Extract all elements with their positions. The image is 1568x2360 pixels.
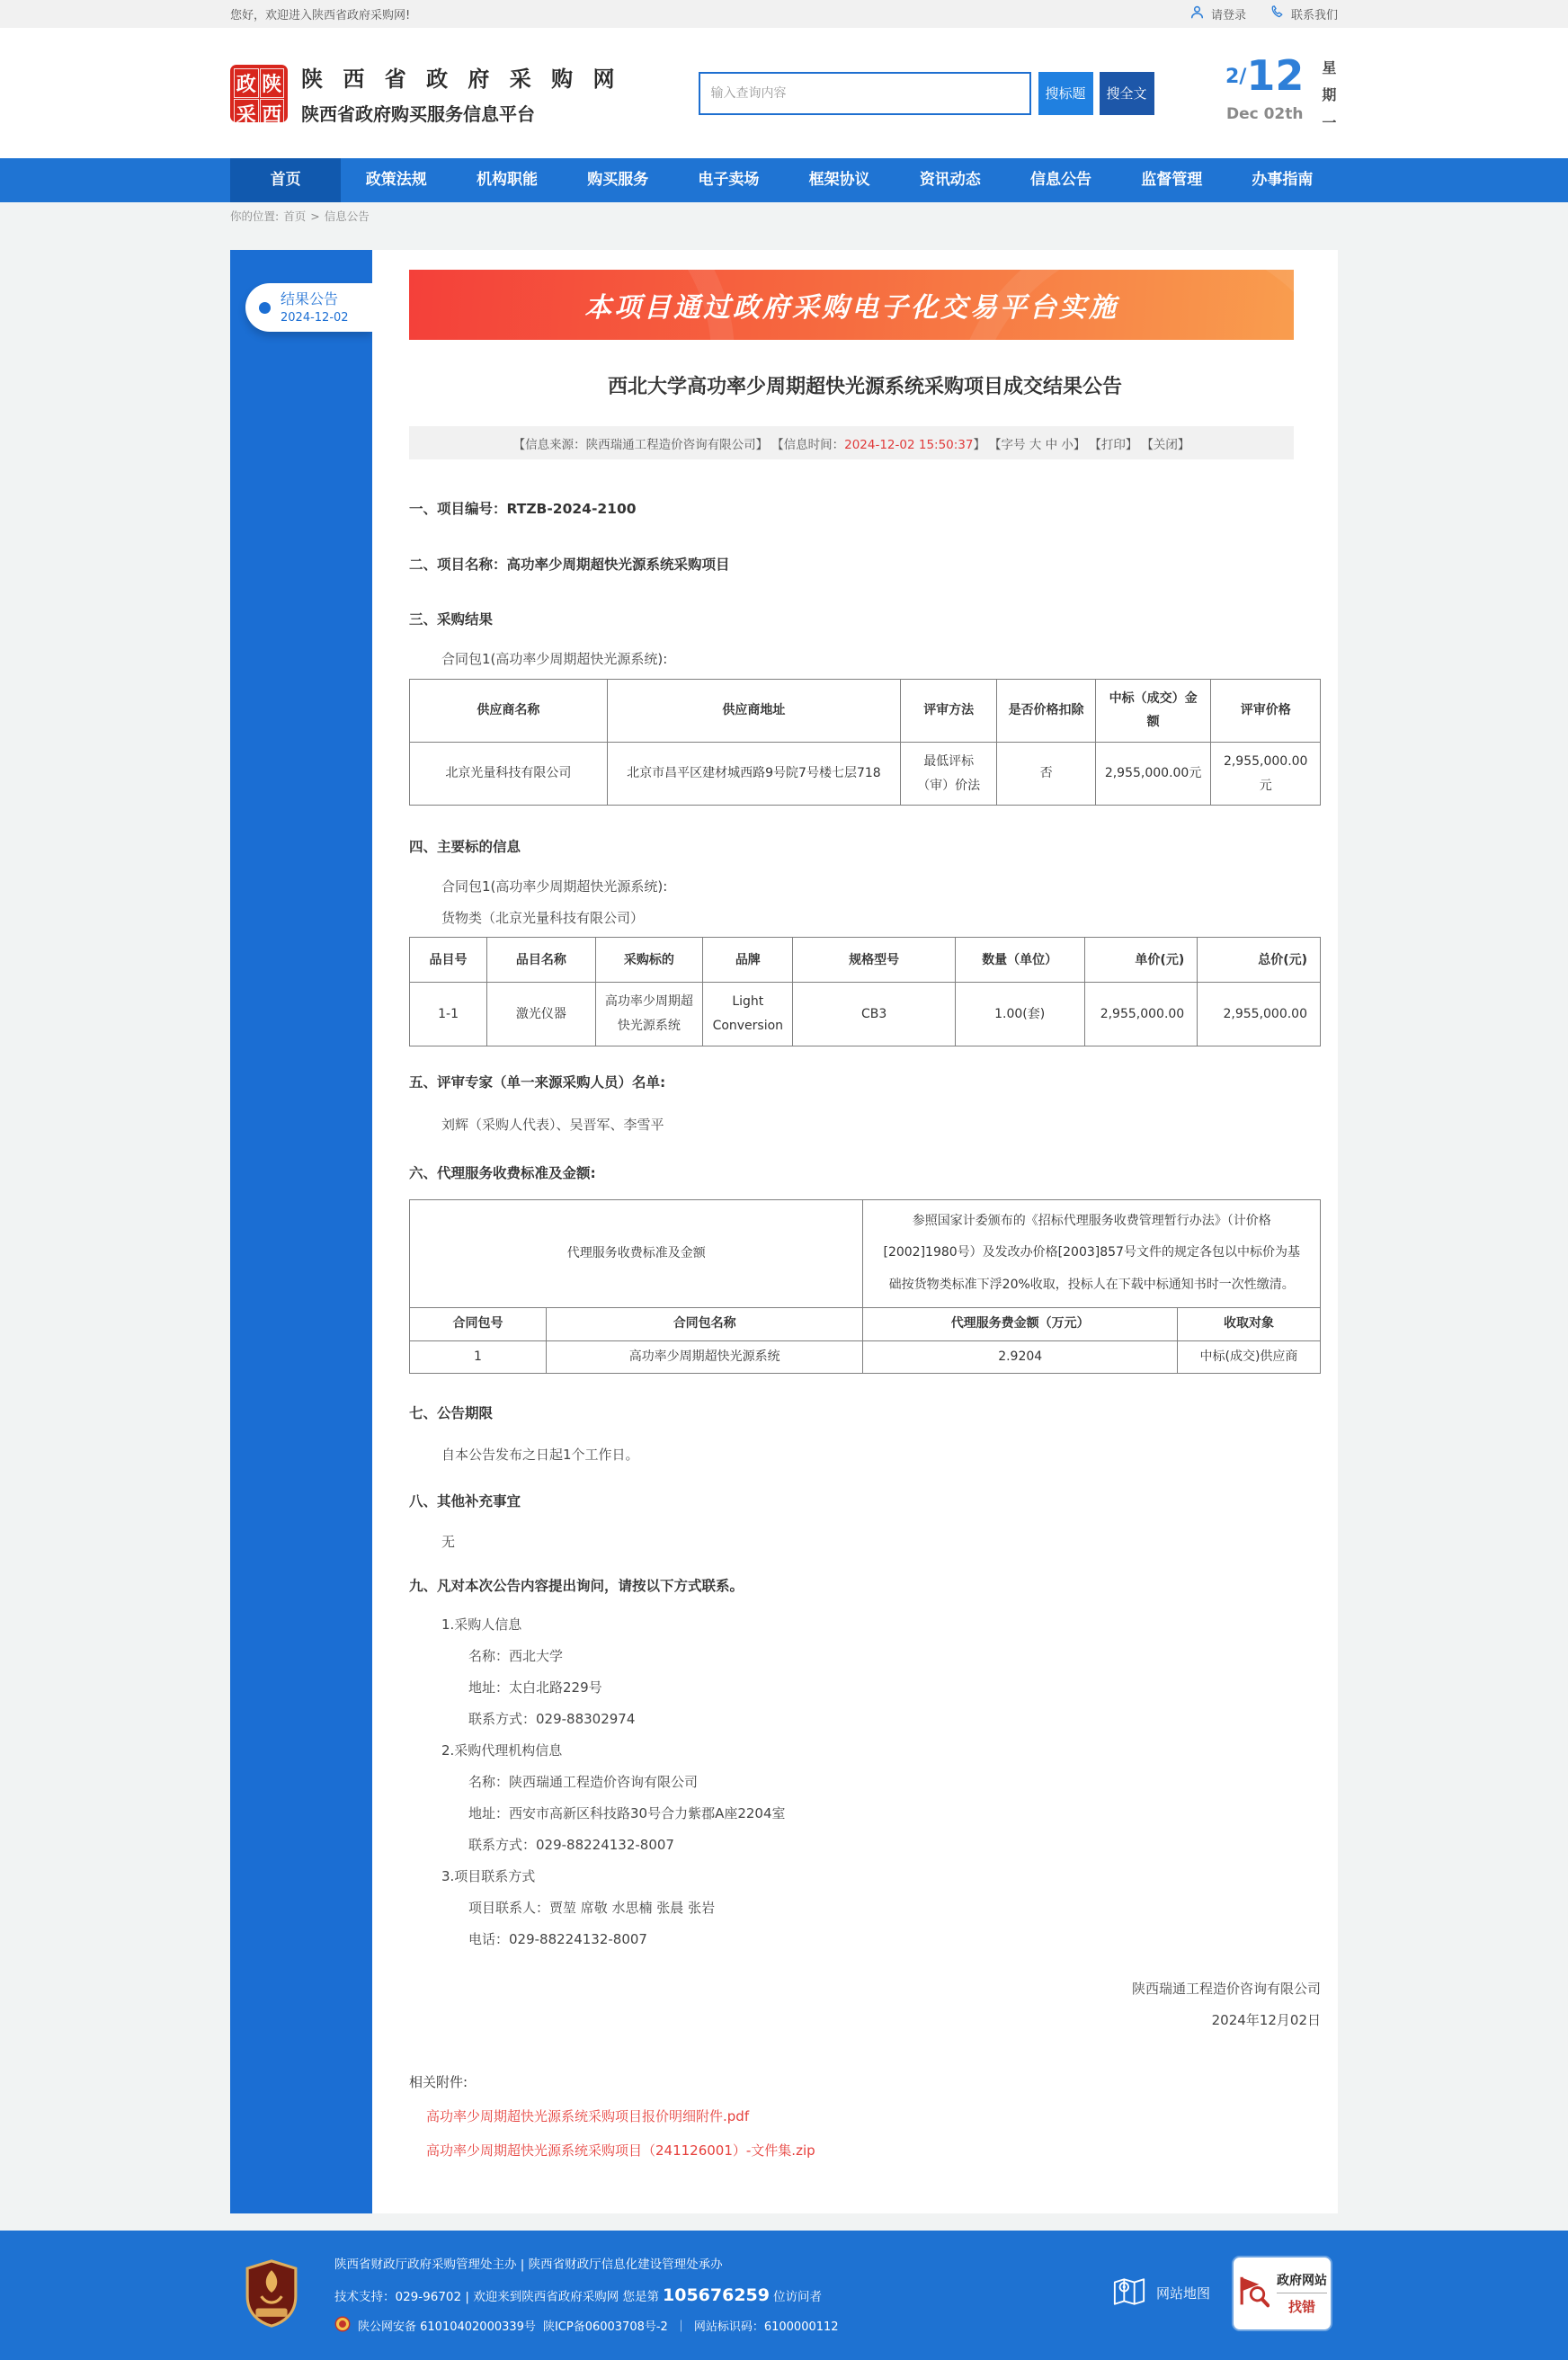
contact-line: 地址：西安市高新区科技路30号合力紫郡A座2204室 [468,1804,786,1821]
section-inquiries: 九、凡对本次公告内容提出询问，请按以下方式联系。 [409,1577,744,1594]
welcome-text: 您好，欢迎进入陕西省政府采购网! [230,9,411,22]
experts-list: 刘辉（采购人代表）、吴晋军、李雪平 [441,1117,664,1134]
contact-line: 联系方式：029-88224132-8007 [468,1836,674,1853]
search-input[interactable] [699,72,1031,115]
nav-item-news[interactable]: 资讯动态 [919,171,981,189]
sitemap-label: 网站地图 [1155,2285,1210,2302]
search-group [699,72,1154,115]
nav-item-home[interactable]: 首页 [230,158,341,202]
col-header: 总价(元) [1198,938,1321,983]
finance-shield-icon [244,2258,299,2332]
col-header: 合同包号 [410,1307,547,1340]
section-subject-info: 四、主要标的信息 [409,839,521,856]
sitemap-link[interactable] [1112,2275,1210,2312]
error-finder-line2: 找错 [1287,2298,1315,2315]
cell: 否 [997,743,1095,806]
date-number [1225,50,1305,123]
search-title-button[interactable]: 搜标题 [1038,72,1093,115]
footer-support-suffix: 位访问者 [773,2289,822,2304]
cell: 参照国家计委颁布的《招标代理服务收费管理暂行办法》（计价格[2002]1980号）及发改办价格[2003]857号文件的规定各包以中标价为基础按货物类标准下浮20%收取，投标人在下载中标通知书时一次性缴清。 [863,1199,1321,1307]
cell: 1-1 [410,983,487,1046]
attachments-title: 相关附件: [409,2073,468,2090]
col-header: 评审价格 [1211,679,1321,742]
sidebar-item-result-announcement[interactable] [245,283,372,332]
date-widget [1225,49,1338,137]
col-header: 采购标的 [595,938,703,983]
col-header: 供应商地址 [607,679,900,742]
date-english: Dec 02th [1225,104,1304,123]
col-header: 收取对象 [1177,1307,1320,1340]
error-finder-text [1277,2271,1327,2316]
visitor-count: 105676259 [663,2284,770,2305]
table-row [410,743,1321,806]
table-row [410,1199,1321,1307]
weekday-label: 星期一 [1322,58,1337,131]
contact-group-title: 1.采购人信息 [441,1616,522,1634]
attachment-link-zip[interactable]: 高功率少周期超快光源系统采购项目（241126001）-文件集.zip [426,2142,815,2159]
site-header [0,28,1568,158]
breadcrumb-prefix: 你的位置: [230,209,280,223]
close-button[interactable]: 【关闭】 [1141,437,1190,452]
contact-line: 名称：西北大学 [468,1648,564,1665]
col-header: 规格型号 [793,938,955,983]
table-row [410,983,1321,1046]
contact-line: 项目联系人：贾堃 席敬 水思楠 张晨 张岩 [468,1900,716,1917]
site-titles [301,61,621,126]
cell: 北京市昌平区建材城西路9号院7号楼七层718 [607,743,900,806]
nav-item-guide[interactable]: 办事指南 [1252,171,1314,189]
section-agency-fee: 六、代理服务收费标准及金额: [409,1165,596,1181]
section-procurement-result: 三、采购结果 [409,611,494,628]
breadcrumb-home-link[interactable]: 首页 [283,209,307,223]
site-logo-icon[interactable] [230,65,288,127]
section-project-number: 一、项目编号：RTZB-2024-2100 [409,501,637,517]
other-matters-body: 无 [441,1533,456,1550]
article-meta-bar [409,426,1294,459]
subject-table [409,937,1321,1046]
contact-label: 联系我们 [1290,9,1338,22]
nav-item-purchase-services[interactable]: 购买服务 [587,171,649,189]
person-icon [1189,4,1205,23]
cell: 激光仪器 [487,983,596,1046]
cell: 1.00(套) [955,983,1084,1046]
category-note: 货物类（北京光量科技有限公司） [441,909,645,926]
nav-item-supervision[interactable]: 监督管理 [1141,171,1203,189]
dot-icon [259,302,271,314]
banner-text: 本项目通过政府采购电子化交易平台实施 [584,292,1118,324]
col-header: 代理服务费金额（万元） [863,1307,1177,1340]
public-security-badge-icon [334,2316,351,2336]
col-header: 评审方法 [901,679,997,742]
meta-time [771,434,985,452]
contact-line: 名称：陕西瑞通工程造价咨询有限公司 [468,1774,699,1791]
cell: 最低评标（审）价法 [901,743,997,806]
site-logo-group [230,61,621,126]
footer-support-line [334,2285,839,2305]
cell: 2,955,000.00元 [1095,743,1211,806]
site-name: 陕 西 省 政 府 采 购 网 [301,66,621,92]
cell: 北京光量科技有限公司 [410,743,608,806]
meta-time-suffix: 】 [973,437,985,452]
content-band [0,229,1568,2231]
package-note: 合同包1(高功率少周期超快光源系统): [441,877,668,895]
footer-organizer-line: 陕西省财政厅政府采购管理处主办 | 陕西省财政厅信息化建设管理处承办 [334,2257,723,2272]
date-day-prefix: 2/ [1225,65,1247,88]
contact-line: 电话：029-88224132-8007 [468,1930,647,1947]
sidebar-item-label: 结果公告 [281,290,339,308]
section-other-matters: 八、其他补充事宜 [409,1493,521,1510]
footer-support-prefix: 技术支持：029-96702 | 欢迎来到陕西省政府采购网 您是第 [334,2289,660,2304]
cell: 2.9204 [863,1340,1177,1373]
sidebar [230,250,372,2213]
topbar [0,0,1568,28]
nav-item-policies[interactable]: 政策法规 [365,171,427,189]
section-project-name: 二、项目名称：高功率少周期超快光源系统采购项目 [409,556,730,573]
logo-char: 采 [234,99,259,129]
contact-line: 地址：太白北路229号 [468,1679,602,1696]
signature-org: 陕西瑞通工程造价咨询有限公司 [1131,1980,1321,1997]
cell: 2,955,000.00元 [1211,743,1321,806]
meta-time-value: 2024-12-02 15:50:37 [844,437,974,452]
date-day: 12 [1246,50,1305,100]
footer [0,2231,1568,2360]
breadcrumb-separator: > [310,209,320,223]
meta-time-prefix: 【信息时间： [771,437,845,452]
police-record-link[interactable]: 陕公网安备 61010402000339号 [358,2320,536,2335]
package-note: 合同包1(高功率少周期超快光源系统): [441,651,668,668]
table-row [410,1340,1321,1373]
print-button[interactable]: 【打印】 [1089,437,1138,452]
table-header-row [410,1307,1321,1340]
article-main [372,250,1338,2213]
footer-record-line [334,2316,839,2336]
cell: 高功率少周期超快光源系统 [595,983,703,1046]
footer-separator: ｜ [674,2320,687,2335]
table-header-row [410,938,1321,983]
cell: 高功率少周期超快光源系统 [546,1340,863,1373]
logo-char: 陕 [260,68,285,98]
main-nav [0,158,1568,202]
footer-text-block [334,2254,839,2336]
phone-icon [1270,4,1285,23]
section-announcement-period: 七、公告期限 [409,1404,494,1421]
contact-group-title: 3.项目联系方式 [441,1868,536,1885]
cell: Light Conversion [703,983,793,1046]
logo-char: 政 [234,68,259,98]
nav-item-functions[interactable]: 机构职能 [477,171,538,189]
sidebar-item-date: 2024-12-02 [281,310,349,325]
breadcrumb-bar [0,202,1568,229]
col-header: 合同包名称 [546,1307,863,1340]
footer-right-group [1112,2258,1331,2329]
nav-item-e-mall[interactable]: 电子卖场 [698,171,760,189]
breadcrumb-current: 信息公告 [324,209,370,223]
login-button[interactable] [1189,4,1246,23]
result-table [409,679,1321,806]
topbar-actions [1189,4,1338,23]
table-header-row [410,679,1321,742]
signature-date: 2024年12月02日 [1211,2011,1321,2028]
col-header: 品目号 [410,938,487,983]
nav-item-announcements[interactable]: 信息公告 [1030,171,1092,189]
map-icon [1112,2275,1146,2312]
section-experts: 五、评审专家（单一来源采购人员）名单: [409,1073,666,1091]
page-title: 西北大学高功率少周期超快光源系统采购项目成交结果公告 [607,376,1122,398]
col-header: 单价(元) [1084,938,1198,983]
nav-item-framework[interactable]: 框架协议 [808,171,870,189]
error-finder-button[interactable] [1234,2258,1331,2329]
magnifier-flag-icon [1237,2274,1270,2313]
cell: 2,955,000.00 [1198,983,1321,1046]
col-header: 品目名称 [487,938,596,983]
cell: 1 [410,1340,547,1373]
cell: 2,955,000.00 [1084,983,1198,1046]
meta-source: 【信息来源：陕西瑞通工程造价咨询有限公司】 [512,437,769,452]
announcement-period-body: 自本公告发布之日起1个工作日。 [441,1447,639,1464]
icp-record-link[interactable]: 陕ICP备06003708号-2 [542,2320,668,2335]
logo-char: 西 [260,99,285,129]
cell: 代理服务收费标准及金额 [410,1199,863,1307]
site-subtitle: 陕西省政府购买服务信息平台 [301,102,535,125]
font-size-control[interactable]: 【字号 大 中 小】 [989,437,1086,452]
col-header: 数量（单位） [955,938,1084,983]
error-finder-line1: 政府网站 [1277,2271,1327,2293]
contact-group-title: 2.采购代理机构信息 [441,1742,563,1759]
cell: 中标(成交)供应商 [1177,1340,1320,1373]
contact-line: 联系方式：029-88302974 [468,1710,636,1727]
platform-banner [409,270,1294,340]
search-fulltext-button[interactable]: 搜全文 [1100,72,1154,115]
attachment-link-pdf[interactable]: 高功率少周期超快光源系统采购项目报价明细附件.pdf [426,2107,750,2124]
col-header: 中标（成交）金额 [1095,679,1211,742]
agency-fee-table [409,1199,1321,1374]
site-code: 网站标识码：6100000112 [693,2320,839,2335]
col-header: 是否价格扣除 [997,679,1095,742]
cell: CB3 [793,983,955,1046]
login-label: 请登录 [1210,9,1246,22]
contact-button[interactable] [1270,4,1338,23]
col-header: 品牌 [703,938,793,983]
col-header: 供应商名称 [410,679,608,742]
